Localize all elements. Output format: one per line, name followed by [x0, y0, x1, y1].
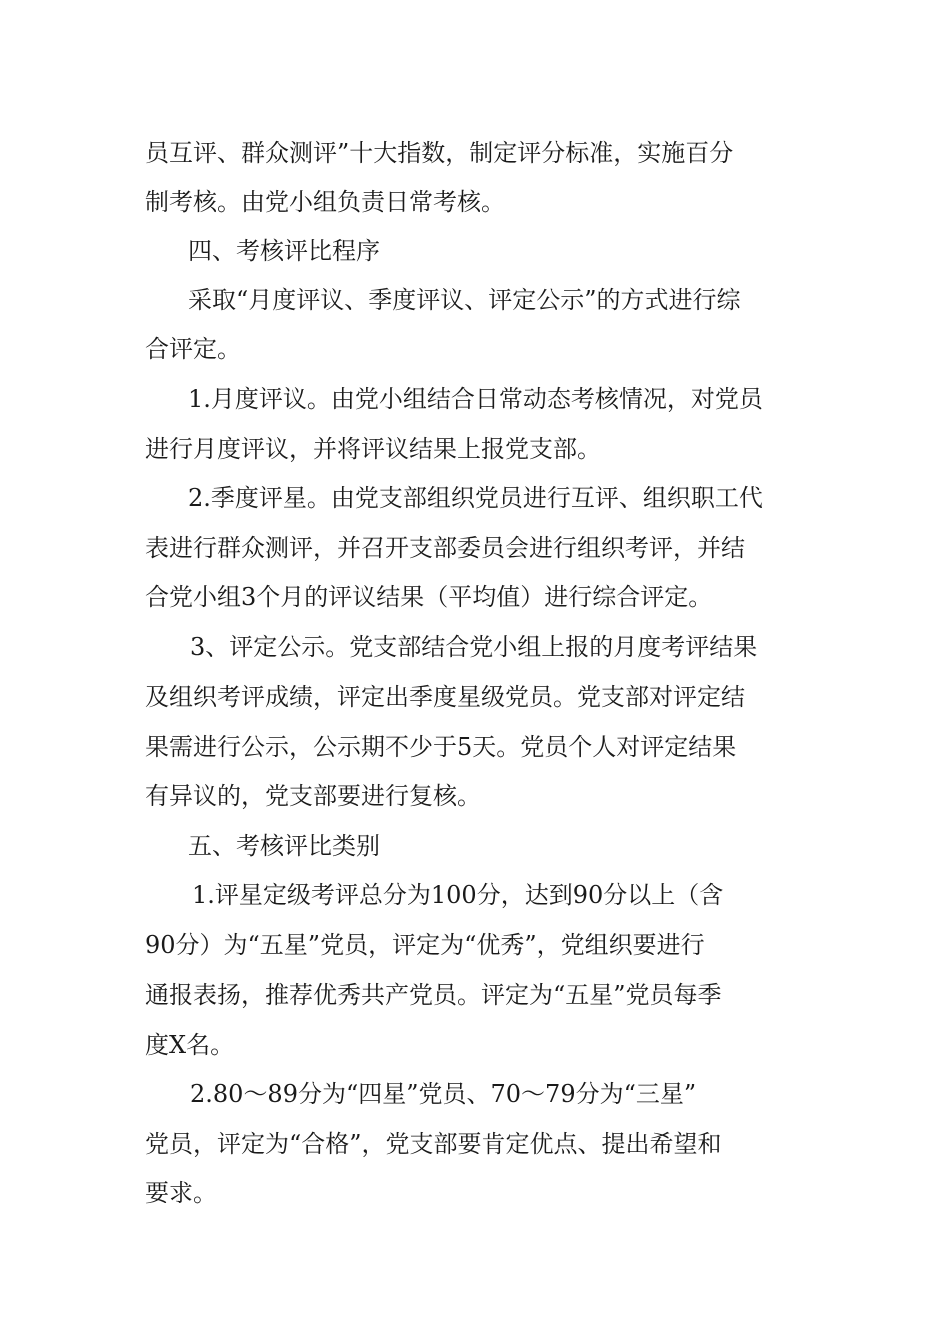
- text-line: 1.评星定级考评总分为100分，达到90分以上（含: [192, 881, 724, 909]
- text-line: 度X名。: [145, 1031, 235, 1059]
- text-line: 有异议的，党支部要进行复核。: [145, 782, 481, 810]
- text-line: 90分）为“五星”党员，评定为“优秀”，党组织要进行: [145, 931, 705, 959]
- text-line: 3、评定公示。党支部结合党小组上报的月度考评结果: [190, 633, 758, 661]
- text-line: 员互评、群众测评”十大指数，制定评分标准，实施百分: [145, 139, 734, 167]
- text-line: 2.季度评星。由党支部组织党员进行互评、组织职工代: [188, 484, 763, 512]
- text-line: 要求。: [145, 1179, 217, 1207]
- text-line: 1.月度评议。由党小组结合日常动态考核情况，对党员: [188, 385, 763, 413]
- text-line: 表进行群众测评，并召开支部委员会进行组织考评，并结: [145, 534, 745, 562]
- text-line: 及组织考评成绩，评定出季度星级党员。党支部对评定结: [145, 683, 745, 711]
- section-heading: 五、考核评比类别: [188, 832, 380, 860]
- text-line: 党员，评定为“合格”，党支部要肯定优点、提出希望和: [145, 1130, 722, 1158]
- section-heading: 四、考核评比程序: [188, 237, 380, 265]
- text-line: 果需进行公示，公示期不少于5天。党员个人对评定结果: [145, 733, 737, 761]
- text-line: 制考核。由党小组负责日常考核。: [145, 188, 505, 216]
- text-line: 进行月度评议，并将评议结果上报党支部。: [145, 435, 601, 463]
- text-line: 合党小组3个月的评议结果（平均值）进行综合评定。: [145, 583, 713, 611]
- text-line: 采取“月度评议、季度评议、评定公示”的方式进行综: [188, 286, 741, 314]
- text-line: 通报表扬，推荐优秀共产党员。评定为“五星”党员每季: [145, 981, 722, 1009]
- text-line: 合评定。: [145, 335, 241, 363]
- text-line: 2.80～89分为“四星”党员、70～79分为“三星”: [190, 1080, 697, 1108]
